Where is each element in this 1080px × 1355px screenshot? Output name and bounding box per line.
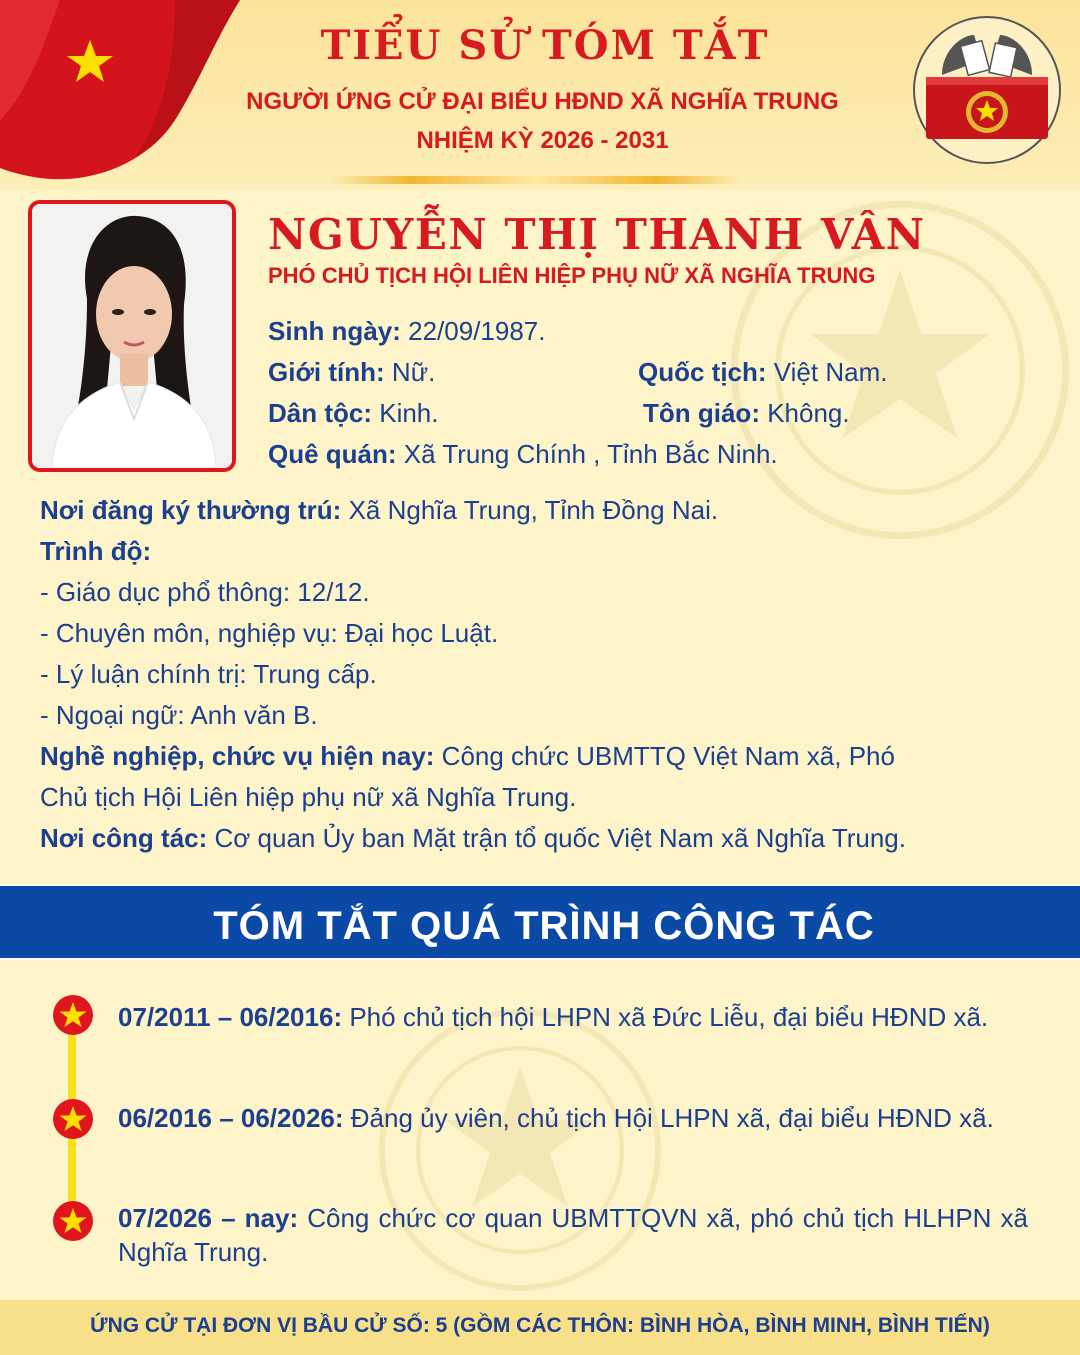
candidate-position: PHÓ CHỦ TỊCH HỘI LIÊN HIỆP PHỤ NỮ XÃ NGHĨA TRUNG [268,263,876,288]
residence: Nơi đăng ký thường trú: Xã Nghĩa Trung, Tỉnh Đồng Nai. [40,495,719,525]
religion: Tôn giáo: Không. [643,398,850,428]
birth-date: Sinh ngày: 22/09/1987. [268,316,546,346]
timeline-item: 07/2026 – nay: Công chức cơ quan UBMTTQVN xã, phó chủ tịch HLHPN xã Nghĩa Trung. [118,1203,1028,1267]
education-item: - Chuyên môn, nghiệp vụ: Đại học Luật. [40,618,499,648]
timeline-item: 06/2016 – 06/2026: Đảng ủy viên, chủ tịch Hội LHPN xã, đại biểu HĐND xã. [118,1103,994,1133]
candidate-name: NGUYỄN THỊ THANH VÂN [268,210,926,259]
career-section-band [0,884,1080,960]
nationality: Quốc tịch: Việt Nam. [638,357,888,387]
occupation-continued: Chủ tịch Hội Liên hiệp phụ nữ xã Nghĩa Trung. [40,782,577,812]
star-icon [52,1098,94,1140]
occupation: Nghề nghiệp, chức vụ hiện nay: Công chức UBMTTQ Việt Nam xã, Phó [40,741,895,771]
footer-bar [0,1300,1080,1355]
ethnicity: Dân tộc: Kinh. [268,398,439,428]
candidate-photo [28,200,236,472]
career-section-title: TÓM TẮT QUÁ TRÌNH CÔNG TÁC [213,904,875,948]
education-item: - Ngoại ngữ: Anh văn B. [40,700,318,730]
education-label: Trình độ: [40,536,152,566]
page-title: TIỂU SỬ TÓM TẮT [320,22,770,69]
workplace: Nơi công tác: Cơ quan Ủy ban Mặt trận tổ quốc Việt Nam xã Nghĩa Trung. [40,823,906,853]
gender: Giới tính: Nữ. [268,357,436,387]
star-icon [52,1200,94,1242]
star-icon [52,994,94,1036]
timeline-item: 07/2011 – 06/2016: Phó chủ tịch hội LHPN xã Đức Liễu, đại biểu HĐND xã. [118,1002,989,1032]
education-item: - Lý luận chính trị: Trung cấp. [40,659,377,689]
footer-text: ỨNG CỬ TẠI ĐƠN VỊ BẦU CỬ SỐ: 5 (GỒM CÁC THÔN: BÌNH HÒA, BÌNH MINH, BÌNH TIẾN) [90,1314,990,1337]
ballot-box-icon [912,15,1062,165]
term-subtitle: NHIỆM KỲ 2026 - 2031 [416,127,669,154]
header-divider [330,176,740,184]
hometown: Quê quán: Xã Trung Chính , Tỉnh Bắc Ninh. [268,439,778,469]
education-item: - Giáo dục phổ thông: 12/12. [40,577,370,607]
page-subtitle: NGƯỜI ỨNG CỬ ĐẠI BIỂU HĐND XÃ NGHĨA TRUNG [246,88,839,115]
